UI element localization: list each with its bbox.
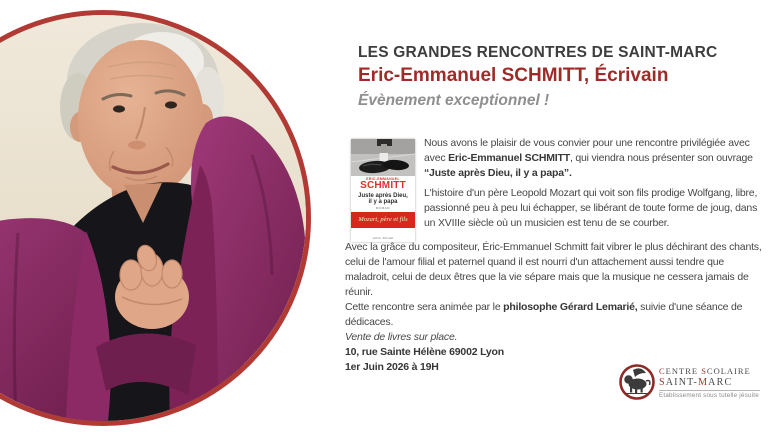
text-segment: suivie d'une séance de dédicaces.: [345, 301, 743, 328]
logo-letter-group: S: [701, 366, 707, 376]
text-segment: 1er Juin 2026 à 19H: [345, 361, 439, 373]
text-segment: Nous avons le plaisir de vous convier pour une rencontre privilégiée avec avec: [424, 137, 750, 164]
text-segment: Vente de livres sur place.: [345, 331, 458, 343]
logo-subtext: Etablissement sous tutelle jésuite: [659, 392, 759, 399]
book-publisher: Albin Michel: [372, 236, 394, 240]
text-segment: Eric-Emmanuel SCHMITT: [448, 152, 570, 164]
logo-letter-group: ENTRE: [665, 366, 702, 376]
paragraph: [424, 186, 758, 231]
text-segment: philosophe Gérard Lemarié,: [503, 301, 638, 313]
book-title: Juste après Dieu, il y a papa: [358, 192, 408, 205]
page-title: Eric-Emmanuel SCHMITT, Écrivain: [358, 65, 669, 86]
paragraph: [345, 240, 763, 300]
book-band-subtitle: Mozart, père et fils: [351, 212, 415, 228]
paragraph: [345, 330, 763, 345]
paragraph: [345, 300, 763, 330]
logo-letter-group: C: [659, 366, 666, 376]
book-photo-illustration: [351, 139, 415, 176]
logo-letter-group: M: [698, 377, 709, 388]
text-segment: L'histoire d'un père Leopold Mozart qui voit son fils prodige Wolfgang, libre, passionné peu à peu lui échapper, se libérant de toute forme de joug, dans un XVIIIe siècle où un musicien est tenu de se courber.: [424, 187, 758, 229]
logo-line-centre-scolaire: [659, 366, 760, 376]
winged-lion-icon: [618, 363, 656, 401]
book-author-small: ERIC-EMMANUEL: [366, 177, 400, 181]
book-cover: [351, 139, 415, 242]
logo-letter-group: S: [659, 377, 666, 388]
logo-line-saint-marc: [659, 377, 760, 388]
paragraph: [345, 345, 763, 360]
intro-paragraphs: [424, 136, 758, 236]
event-tagline: Évènement exceptionnel !: [358, 92, 550, 109]
detail-paragraphs: [345, 240, 763, 375]
text-segment: Avec la grâce du compositeur, Éric-Emmanuel Schmitt fait vibrer le plus déchirant des chants, celui de l'amour filial et paternel quand il est nourri d'un attachement aussi tendre que maladroit, celui de deux êtres que la vie sépare mais que la musique ne cessera jamais de réunir.: [345, 241, 762, 298]
event-series-title: LES GRANDES RENCONTRES DE SAINT-MARC: [358, 44, 718, 61]
paragraph: [424, 136, 758, 181]
school-logo-text: [659, 366, 760, 400]
logo-letter-group: ARC: [708, 377, 733, 388]
logo-divider: [659, 390, 760, 391]
book-cover-photo: [351, 139, 415, 176]
logo-letter-group: AINT-: [665, 377, 699, 388]
school-logo: [618, 363, 760, 401]
text-segment: Cette rencontre sera animée par le: [345, 301, 504, 313]
text-segment: 10, rue Sainte Hélène 69002 Lyon: [345, 346, 504, 358]
author-photo-circle: [0, 10, 311, 426]
logo-letter-group: COLAIRE: [706, 366, 751, 376]
author-portrait-illustration: [0, 15, 306, 421]
text-segment: “Juste après Dieu, il y a papa”.: [424, 167, 572, 179]
book-genre-label: ROMAN: [375, 205, 391, 210]
text-segment: , qui viendra nous présenter son ouvrage: [569, 152, 753, 164]
book-author-large: SCHMITT: [360, 180, 406, 191]
